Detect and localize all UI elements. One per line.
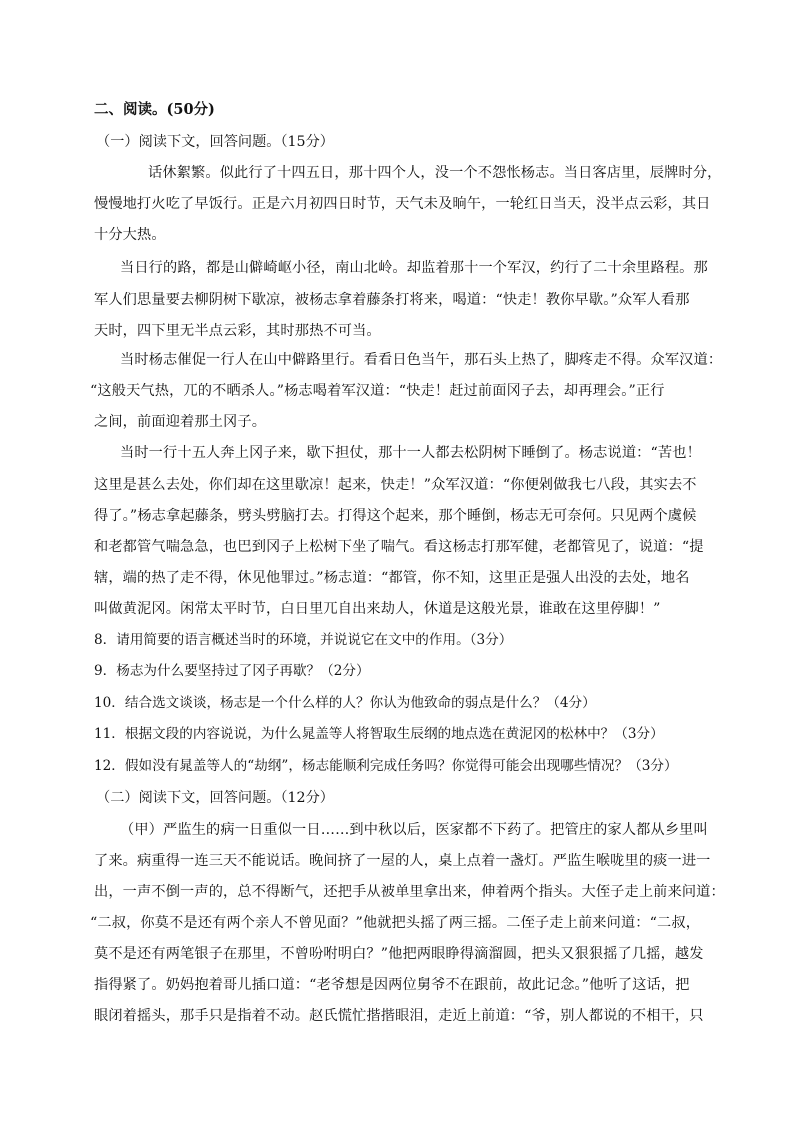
part1-paragraph-line: 得了。”杨志拿起藤条，劈头劈脑打去。打得这个起来，那个睡倒，杨志无可奈何。只见两个虞候 bbox=[94, 508, 697, 524]
part1-paragraph-line: 和老都管气喘急急，也巴到冈子上松树下坐了喘气。看这杨志打那军健，老都管见了，说道：“提 bbox=[94, 539, 704, 555]
question-11: 11．根据文段的内容说说，为什么晁盖等人将智取生辰纲的地点选在黄泥冈的松林中？（3分） bbox=[94, 726, 664, 742]
part1-paragraph-line: 慢慢地打火吃了早饭行。正是六月初四日时节，天气未及晌午，一轮红日当天，没半点云彩，其日 bbox=[94, 196, 711, 212]
part1-paragraph-line: 当时一行十五人奔上冈子来，歇下担仗，那十一人都去松阴树下睡倒了。杨志说道：“苦也！ bbox=[120, 445, 701, 461]
question-12: 12．假如没有晁盖等人的“劫纲”，杨志能顺利完成任务吗？你觉得可能会出现哪些情况？（3分） bbox=[94, 758, 678, 774]
part1-paragraph-line: 军人们思量要去柳阴树下歇凉，被杨志拿着藤条打将来，喝道：“快走！教你早歇。”众军人看那 bbox=[94, 292, 690, 308]
question-8: 8．请用简要的语言概述当时的环境，并说说它在文中的作用。（3分） bbox=[94, 632, 513, 648]
part2-paragraph-line: 出，一声不倒一声的，总不得断气，还把手从被单里拿出来，伸着两个指头。大侄子走上前来问道： bbox=[94, 884, 725, 900]
part1-paragraph-line: 天时，四下里无半点云彩，其时那热不可当。 bbox=[94, 323, 381, 339]
part1-paragraph-line: 辖，端的热了走不得，休见他罪过。”杨志道：“都管，你不知，这里正是强人出没的去处，地名 bbox=[94, 570, 690, 586]
part2-paragraph-line: 指得紧了。奶妈抱着哥儿插口道：“老爷想是因两位舅爷不在跟前，故此记念。”他听了这话，把 bbox=[94, 977, 690, 993]
part1-title: （一）阅读下文，回答问题。（15分） bbox=[96, 134, 334, 150]
part1-paragraph-line: “这般天气热，兀的不晒杀人。”杨志喝着军汉道：“快走！赶过前面冈子去，却再理会。”正行 bbox=[90, 383, 665, 399]
part1-paragraph-line: 当日行的路，都是山僻崎岖小径，南山北岭。却监着那十一个军汉，约行了二十余里路程。那 bbox=[120, 260, 708, 276]
part2-paragraph-line: 眼闭着摇头，那手只是指着不动。赵氏慌忙揩揩眼泪，走近上前道：“爷，别人都说的不相干，只 bbox=[94, 1008, 704, 1024]
part1-paragraph-line: 话休絮繁。似此行了十四五日，那十四个人，没一个不怨怅杨志。当日客店里，辰牌时分， bbox=[148, 165, 722, 181]
part1-paragraph-line: 之间，前面迎着那土冈子。 bbox=[94, 414, 267, 430]
section-heading: 二、阅读。(50分) bbox=[94, 101, 215, 118]
part1-paragraph-line: 当时杨志催促一行人在山中僻路里行。看看日色当午，那石头上热了，脚疼走不得。众军汉道： bbox=[120, 352, 723, 368]
part2-paragraph-line: 莫不是还有两笔银子在那里，不曾吩咐明白？”他把两眼睁得滴溜圆，把头又狠狠摇了几摇，越发 bbox=[94, 946, 704, 962]
part2-paragraph-line: 了来。病重得一连三天不能说话。晚间挤了一屋的人，桌上点着一盏灯。严监生喉咙里的痰一进一 bbox=[94, 853, 711, 869]
part1-paragraph-line: 十分大热。 bbox=[94, 227, 166, 243]
question-10: 10．结合选文谈谈，杨志是一个什么样的人？你认为他致命的弱点是什么？（4分） bbox=[94, 695, 596, 711]
part2-paragraph-line: “二叔，你莫不是还有两个亲人不曾见面？”他就把头摇了两三摇。二侄子走上前来问道：“二叔， bbox=[90, 915, 701, 931]
part2-paragraph-line: （甲）严监生的病一日重似一日……到中秋以后，医家都不下药了。把管庄的家人都从乡里叫 bbox=[120, 822, 708, 838]
question-9: 9．杨志为什么要坚持过了冈子再歇？（2分） bbox=[94, 663, 370, 679]
part2-title: （二）阅读下文，回答问题。（12分） bbox=[96, 790, 334, 806]
part1-paragraph-line: 叫做黄泥冈。闲常太平时节，白日里兀自出来劫人，休道是这般光景，谁敢在这里停脚！” bbox=[94, 601, 661, 617]
part1-paragraph-line: 这里是甚么去处，你们却在这里歇凉！起来，快走！”众军汉道：“你便剁做我七八段，其实去不 bbox=[94, 477, 697, 493]
